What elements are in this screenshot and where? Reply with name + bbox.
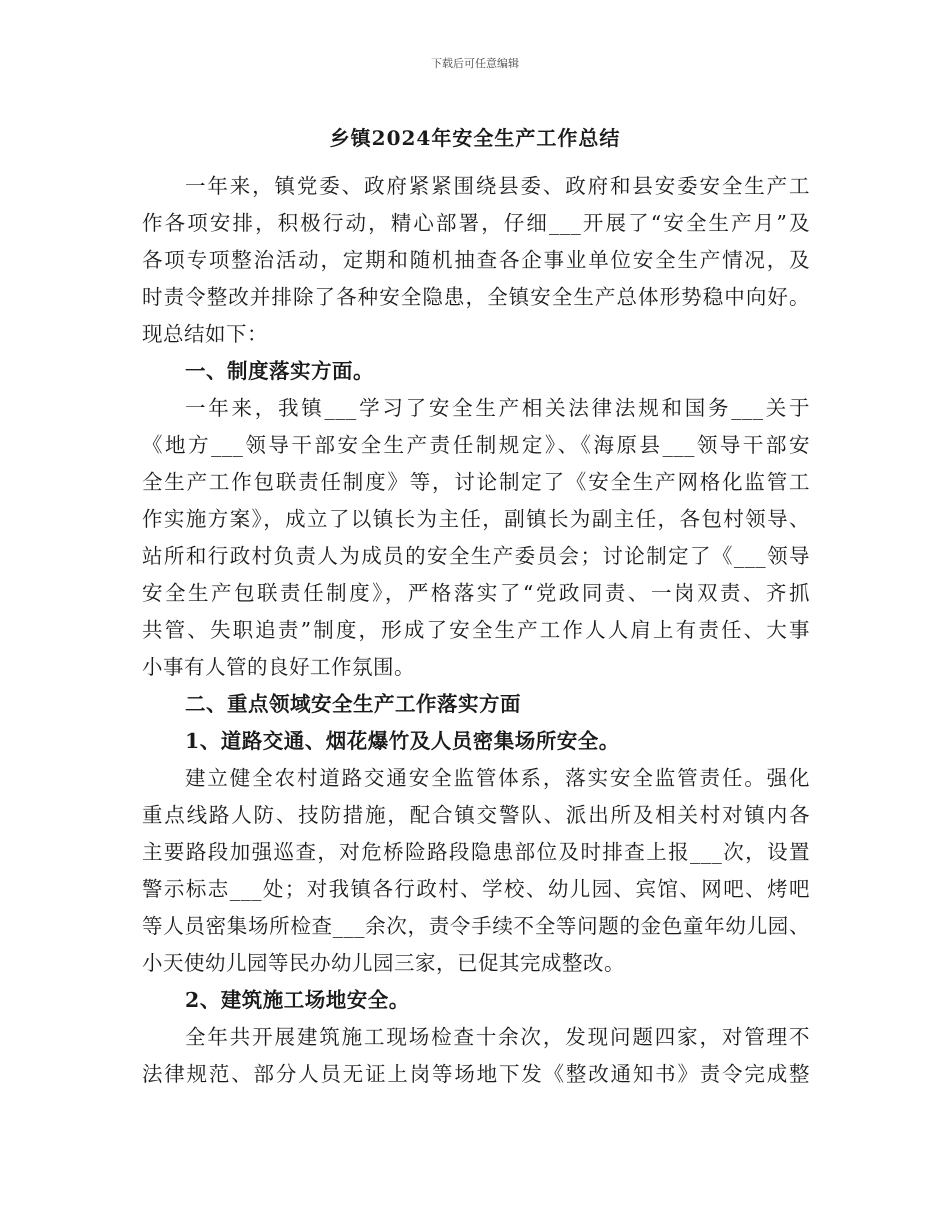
- paragraph-line: 作实施方案》，成立了以镇长为主任，副镇长为副主任，各包村领导、: [142, 507, 810, 531]
- document-title: 乡镇2024年安全生产工作总结: [329, 126, 621, 150]
- section-heading: 一、制度落实方面。: [185, 359, 374, 383]
- header-note: 下载后可任意编辑: [431, 57, 519, 70]
- paragraph-line: 一年来，我镇___学习了安全生产相关法律法规和国务___关于: [185, 396, 810, 420]
- document-body: [142, 168, 810, 1093]
- paragraph-line: 时责令整改并排除了各种安全隐患，全镇安全生产总体形势稳中向好。: [142, 285, 810, 309]
- paragraph-line: 各项专项整治活动，定期和随机抽查各企事业单位安全生产情况，及: [142, 248, 810, 272]
- paragraph-line: 一年来，镇党委、政府紧紧围绕县委、政府和县安委安全生产工: [185, 174, 810, 198]
- paragraph-line: 小事有人管的良好工作氛围。: [142, 655, 415, 679]
- paragraph-line: 安全生产包联责任制度》，严格落实了“党政同责、一岗双责、齐抓: [142, 581, 810, 605]
- paragraph-line: 小天使幼儿园等民办幼儿园三家，已促其完成整改。: [142, 951, 625, 975]
- paragraph-line: 站所和行政村负责人为成员的安全生产委员会；讨论制定了《___领导: [142, 544, 810, 568]
- paragraph-line: 建立健全农村道路交通安全监管体系，落实安全监管责任。强化: [185, 766, 810, 790]
- paragraph-line: 重点线路人防、技防措施，配合镇交警队、派出所及相关村对镇内各: [142, 803, 810, 827]
- paragraph-line: 法律规范、部分人员无证上岗等场地下发《整改通知书》责令完成整: [142, 1062, 810, 1086]
- paragraph-line: 作各项安排，积极行动，精心部署，仔细___开展了“安全生产月”及: [142, 211, 810, 235]
- section-heading: 二、重点领域安全生产工作落实方面: [185, 692, 521, 716]
- paragraph-line: 全生产工作包联责任制度》等，讨论制定了《安全生产网格化监管工: [142, 470, 810, 494]
- paragraph-line: 等人员密集场所检查___余次，责令手续不全等问题的金色童年幼儿园、: [142, 914, 810, 938]
- paragraph-line: 警示标志___处；对我镇各行政村、学校、幼儿园、宾馆、网吧、烤吧: [142, 877, 810, 901]
- section-heading: 2、建筑施工场地安全。: [185, 988, 410, 1012]
- paragraph-line: 主要路段加强巡查，对危桥险路段隐患部位及时排查上报___次，设置: [142, 840, 810, 864]
- paragraph-line: 现总结如下：: [142, 322, 268, 346]
- paragraph-line: 共管、失职追责”制度，形成了安全生产工作人人肩上有责任、大事: [142, 618, 810, 642]
- section-heading: 1、道路交通、烟花爆竹及人员密集场所安全。: [185, 729, 620, 753]
- paragraph-line: 全年共开展建筑施工现场检查十余次，发现问题四家，对管理不: [185, 1025, 810, 1049]
- paragraph-line: 《地方___领导干部安全生产责任制规定》、《海原县___领导干部安: [142, 433, 810, 457]
